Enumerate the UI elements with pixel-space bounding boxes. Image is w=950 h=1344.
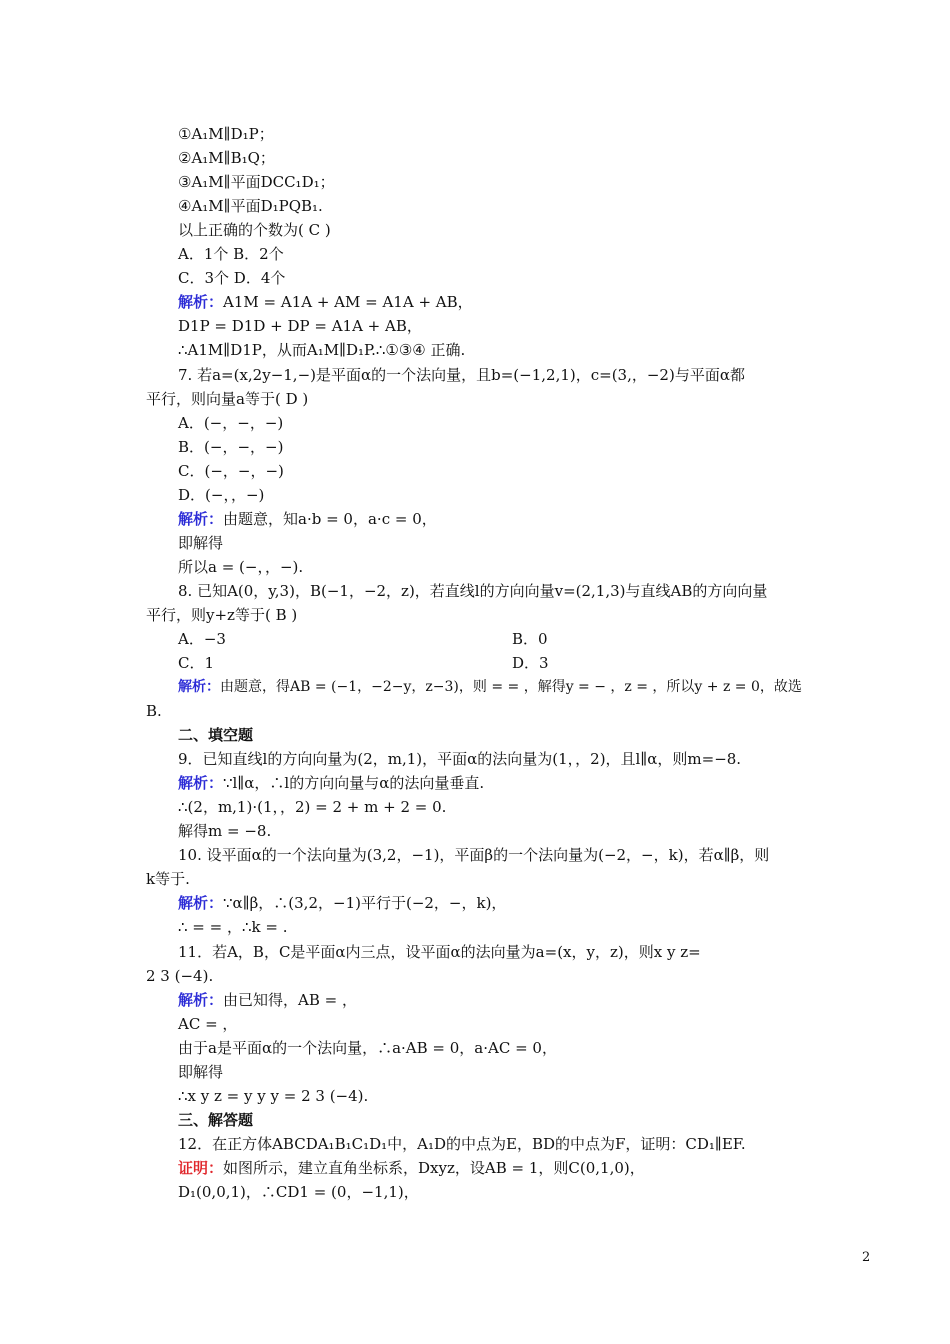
text-line: ②A₁M∥B₁Q；: [178, 149, 275, 167]
text-line: ④A₁M∥平面D₁PQB₁.: [178, 197, 323, 215]
text-line: ∴A1M∥D1P，从而A₁M∥D₁P.∴①③④ 正确.: [178, 341, 466, 359]
question-line: k等于.: [146, 870, 190, 888]
proof-label: 证明：: [178, 1159, 224, 1177]
analysis-line: [178, 893, 506, 915]
text-line: D1P = D1D + DP = A1A + AB，: [178, 317, 422, 335]
section-heading: 三、解答题: [178, 1111, 254, 1129]
analysis-label: 解析：: [178, 894, 224, 912]
option-line: A．−3: [178, 630, 226, 648]
analysis-text: ∵α∥β，∴(3,2，−1)平行于(−2，−，k)，: [223, 894, 507, 912]
question-line: 8. 已知A(0，y,3)，B(−1，−2，z)，若直线l的方向向量v=(2,1,3)与直线AB的方向向量: [178, 582, 768, 600]
analysis-label: 解析：: [178, 293, 224, 311]
text-line: D₁(0,0,1)，∴CD1 = (0，−1,1)，: [178, 1183, 419, 1201]
text-line: 以上正确的个数为( C ): [178, 221, 331, 239]
question-line: 10. 设平面α的一个法向量为(3,2，−1)，平面β的一个法向量为(−2，−，k)，若α∥β，则: [178, 846, 770, 864]
text-line: ①A₁M∥D₁P；: [178, 125, 274, 143]
question-line: 平行，则y+z等于( B ): [146, 606, 298, 624]
option-line: B．0: [512, 630, 548, 648]
analysis-label: 解析：: [178, 774, 224, 792]
text-line: ∴ = = ，∴k = .: [178, 918, 288, 936]
proof-text: 如图所示，建立直角坐标系，Dxyz，设AB = 1，则C(0,1,0)，: [223, 1159, 645, 1177]
analysis-text: ∵l∥α，∴l的方向向量与α的法向量垂直.: [223, 774, 485, 792]
analysis-line: [178, 509, 437, 531]
question-line: 11．若A，B，C是平面α内三点，设平面α的法向量为a=(x，y，z)，则x y z=: [178, 943, 701, 961]
question-line: 2 3 (−4).: [146, 967, 214, 985]
section-heading: 二、填空题: [178, 726, 254, 744]
question-line: 9．已知直线l的方向向量为(2，m,1)，平面α的法向量为(1，，2)，且l∥α，则m=−8.: [178, 750, 742, 768]
text-line: 即解得: [178, 534, 224, 552]
analysis-text: 由已知得，AB = ，: [223, 991, 357, 1009]
text-line: 即解得: [178, 1063, 224, 1081]
analysis-line: [178, 990, 357, 1012]
text-line: ∴(2，m,1)·(1，，2) = 2 + m + 2 = 0.: [178, 798, 447, 816]
text-line: 由于a是平面α的一个法向量，∴a·AB = 0，a·AC = 0，: [178, 1039, 557, 1057]
option-line: A．1个 B．2个: [178, 245, 284, 263]
option-line: D．(−，，−): [178, 486, 265, 504]
analysis-text: 由题意，知a·b = 0，a·c = 0，: [223, 510, 437, 528]
question-line: 12．在正方体ABCDA₁B₁C₁D₁中，A₁D的中点为E，BD的中点为F，证明：CD₁∥EF.: [178, 1135, 746, 1153]
text-line: ③A₁M∥平面DCC₁D₁；: [178, 173, 335, 191]
text-line: ∴x y z = y y y = 2 3 (−4).: [178, 1087, 369, 1105]
option-line: C．3个 D．4个: [178, 269, 286, 287]
analysis-label: 解析：: [178, 510, 224, 528]
option-line: D．3: [512, 654, 549, 672]
analysis-line: [178, 677, 802, 699]
analysis-label: 解析：: [178, 679, 220, 695]
proof-line: [178, 1158, 645, 1180]
question-line: 7. 若a=(x,2y−1,−)是平面α的一个法向量，且b=(−1,2,1)，c=(3,，−2)与平面α都: [178, 366, 745, 384]
analysis-text: 由题意，得AB = (−1，−2−y，z−3)，则 = = ，解得y = − ，z = ，所以y + z = 0，故选: [220, 679, 802, 695]
question-line: 平行，则向量a等于( D ): [146, 390, 309, 408]
analysis-line: [178, 292, 473, 314]
text-line: 所以a = (−，，−).: [178, 558, 304, 576]
option-line: C．(−，−，−): [178, 462, 284, 480]
text-line: B.: [146, 702, 162, 720]
analysis-text: A1M = A1A + AM = A1A + AB，: [223, 293, 473, 311]
analysis-label: 解析：: [178, 991, 224, 1009]
option-line: C．1: [178, 654, 215, 672]
text-line: AC = ，: [178, 1015, 238, 1033]
text-line: 解得m = −8.: [178, 822, 272, 840]
page-number: 2: [862, 1250, 871, 1265]
analysis-line: [178, 773, 484, 795]
option-line: A．(−，−，−): [178, 414, 284, 432]
option-line: B．(−，−，−): [178, 438, 284, 456]
